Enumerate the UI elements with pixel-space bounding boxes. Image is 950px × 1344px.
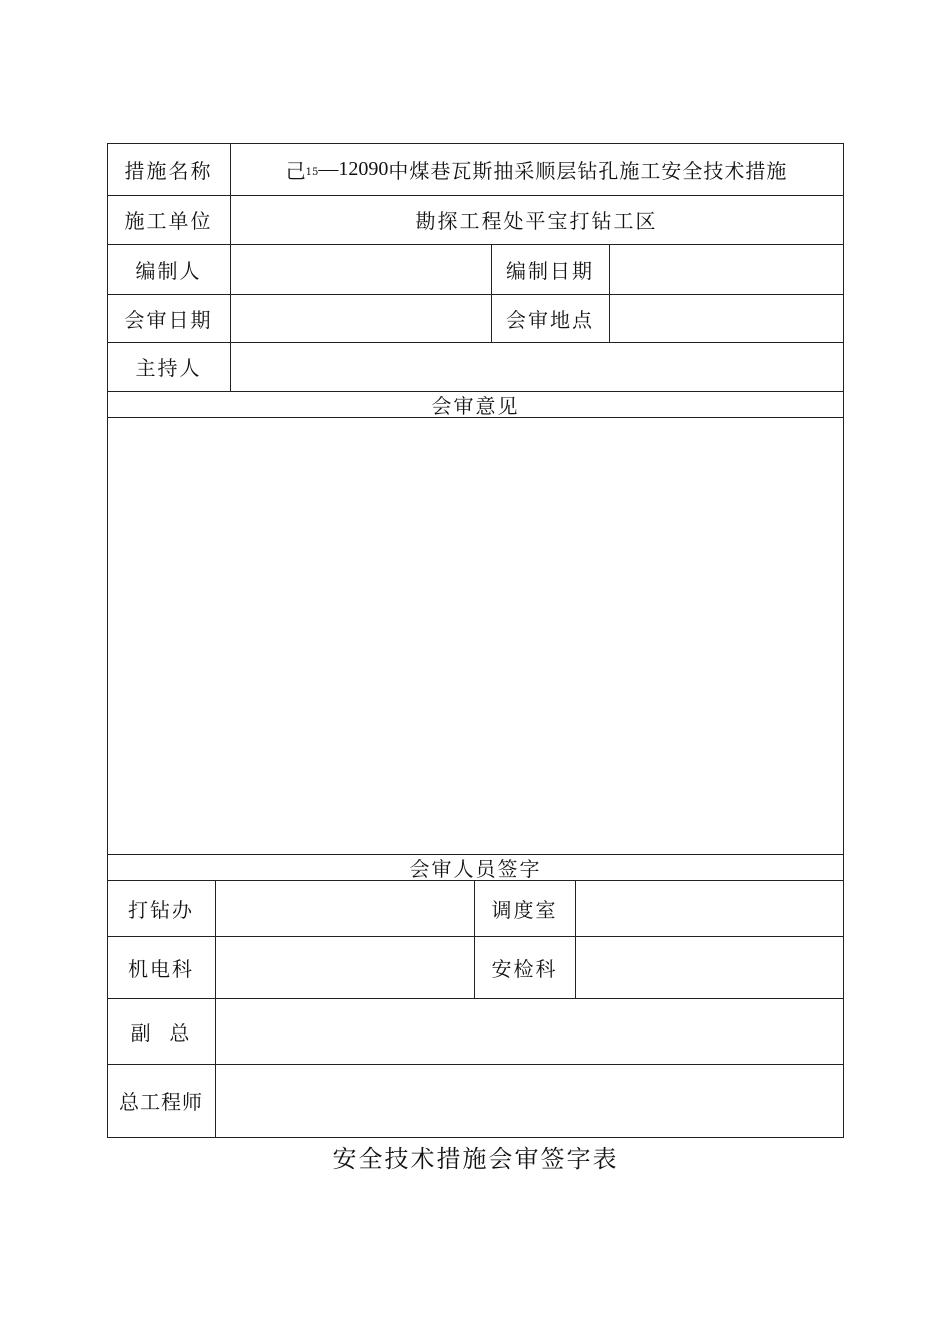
safety-inspection-label: 安检科 [491,956,558,981]
dispatch-room-signature[interactable] [575,880,843,936]
review-location-field[interactable] [609,294,843,342]
drilling-office-signature[interactable] [215,880,474,936]
chief-engineer-label: 总工程师 [119,1090,203,1114]
deputy-chief-signature[interactable] [215,998,843,1064]
drilling-office-label: 打钻办 [128,897,194,922]
mech-elec-dept-signature[interactable] [215,936,474,998]
review-date-label: 会审日期 [124,307,213,332]
opinion-header: 会审意见 [431,393,520,418]
host-field[interactable] [230,342,843,391]
author-label: 编制人 [135,258,202,283]
measure-name-prefix: 己 [285,158,306,183]
review-date-field[interactable] [230,294,491,342]
safety-inspection-signature[interactable] [575,936,843,998]
dispatch-room-label: 调度室 [491,897,558,922]
measure-name-subscript: 15 [305,166,319,178]
review-location-label: 会审地点 [506,307,594,332]
compile-date-label: 编制日期 [506,258,594,283]
construction-unit-value: 勘探工程处平宝打钻工区 [415,209,658,233]
measure-name-value [230,143,843,195]
host-label: 主持人 [135,356,202,380]
chief-engineer-signature[interactable] [215,1064,843,1137]
form-caption: 安全技术措施会审签字表 [332,1144,619,1173]
author-field[interactable] [230,244,491,294]
opinion-body[interactable] [107,417,844,854]
signature-header: 会审人员签字 [409,856,542,881]
mech-elec-dept-label: 机电科 [128,956,194,981]
measure-name-label: 措施名称 [124,158,213,183]
construction-unit-label: 施工单位 [124,209,213,233]
measure-name-number: —12090 [318,157,389,180]
compile-date-field[interactable] [609,244,843,294]
measure-name-rest: 中煤巷瓦斯抽采顺层钻孔施工安全技术措施 [388,158,788,183]
deputy-chief-label: 副 总 [130,1020,192,1045]
